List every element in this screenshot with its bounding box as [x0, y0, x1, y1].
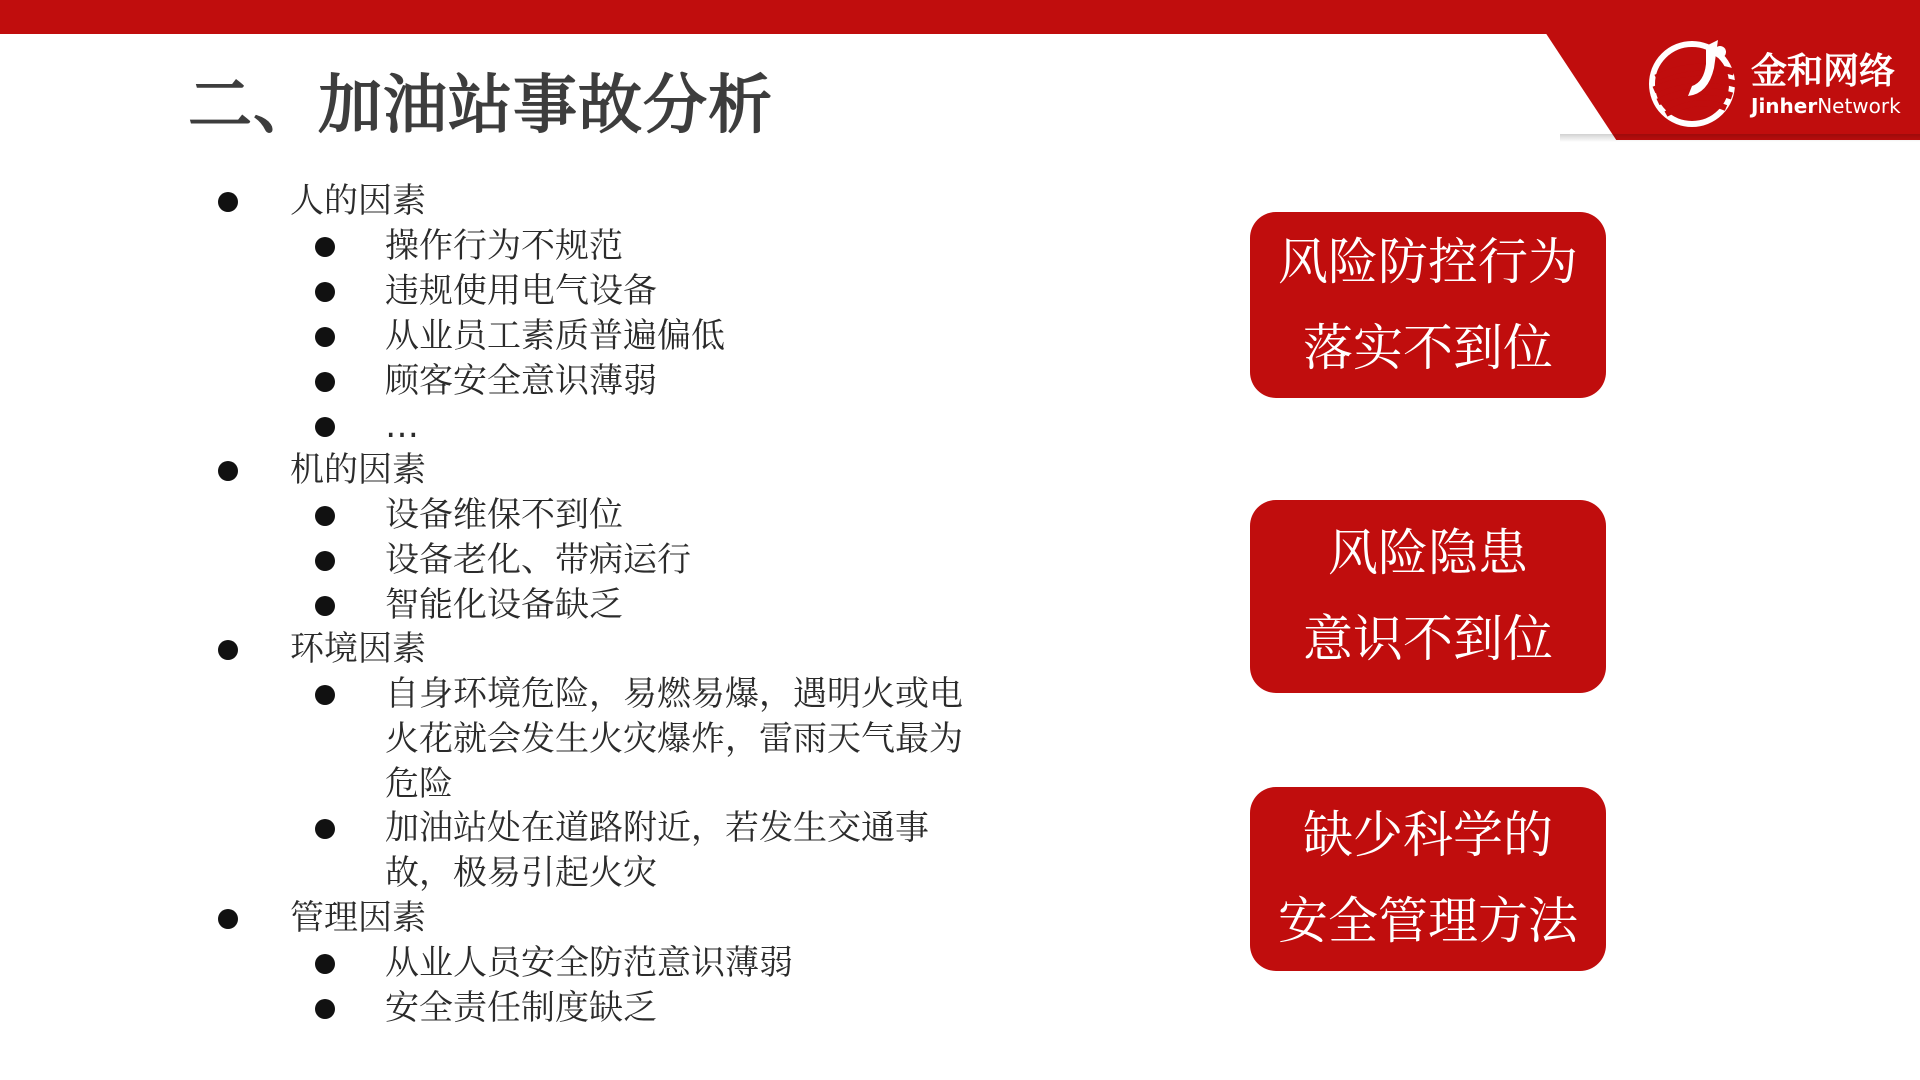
outline-subitem [385, 941, 793, 986]
outline-item-label: 管理因素 [290, 898, 426, 938]
outline-subitem [385, 404, 419, 449]
callout-box-hazard-awareness [1250, 500, 1606, 693]
logo-name-en-light: Network [1817, 94, 1901, 118]
callout-line-2: 安全管理方法 [1278, 892, 1578, 950]
bullet-icon [218, 909, 238, 929]
logo-banner-shadow [1560, 134, 1920, 142]
outline-item-human [290, 179, 426, 224]
bullet-icon [315, 506, 335, 526]
bullet-icon [218, 192, 238, 212]
outline-item-label: 人的因素 [290, 181, 426, 221]
callout-line-2: 意识不到位 [1303, 610, 1553, 668]
outline-subitem-label: 设备老化、带病运行 [385, 540, 691, 580]
bullet-icon [315, 819, 335, 839]
bullet-icon [315, 954, 335, 974]
bullet-icon [315, 282, 335, 302]
outline-subitem-label: 顾客安全意识薄弱 [385, 361, 657, 401]
bullet-icon [315, 685, 335, 705]
outline-item-environment [290, 627, 426, 672]
outline-subitem [385, 538, 691, 583]
callout-line-2: 落实不到位 [1303, 319, 1553, 377]
outline-subitem-label: 设备维保不到位 [385, 495, 623, 535]
outline-subitem-label: 自身环境危险，易燃易爆，遇明火或电火花就会发生火灾爆炸，雷雨天气最为危险 [385, 674, 963, 804]
bullet-icon [315, 372, 335, 392]
page-title: 二、加油站事故分析 [188, 69, 773, 143]
callout-box-management-method [1250, 787, 1606, 971]
outline-subitem-label: 加油站处在道路附近，若发生交通事故，极易引起火灾 [385, 808, 929, 893]
outline-subitem [385, 986, 657, 1031]
brand-logo [1648, 38, 1910, 128]
callout-line-1: 缺少科学的 [1303, 806, 1553, 864]
jinher-globe-icon [1648, 38, 1746, 128]
bullet-icon [315, 237, 335, 257]
bullet-icon [218, 640, 238, 660]
outline-subitem [385, 269, 657, 314]
outline-subitem-label: … [385, 406, 419, 446]
outline-subitem [385, 224, 623, 269]
outline-item-machine [290, 448, 426, 493]
outline-subitem [385, 314, 725, 359]
outline-subitem [385, 359, 657, 404]
logo-name-cn: 金和网络 [1751, 51, 1896, 92]
callout-box-risk-control [1250, 212, 1606, 398]
bullet-icon [315, 327, 335, 347]
outline-subitem-label: 从业人员安全防范意识薄弱 [385, 943, 793, 983]
callout-line-1: 风险防控行为 [1278, 233, 1578, 291]
bullet-icon [218, 461, 238, 481]
logo-name-en-bold: Jinher [1751, 94, 1818, 118]
bullet-icon [315, 551, 335, 571]
bullet-icon [315, 417, 335, 437]
logo-name-en [1751, 95, 1901, 117]
outline-subitem-label: 智能化设备缺乏 [385, 585, 623, 625]
outline-subitem [385, 806, 965, 896]
outline-subitem [385, 493, 623, 538]
callout-line-1: 风险隐患 [1328, 524, 1528, 582]
outline-subitem-label: 安全责任制度缺乏 [385, 988, 657, 1028]
bullet-icon [315, 999, 335, 1019]
outline-item-management [290, 896, 426, 941]
outline-item-label: 环境因素 [290, 629, 426, 669]
outline-subitem-label: 违规使用电气设备 [385, 271, 657, 311]
outline-subitem-label: 操作行为不规范 [385, 226, 623, 266]
outline-subitem [385, 583, 623, 628]
outline-item-label: 机的因素 [290, 450, 426, 490]
bullet-icon [315, 596, 335, 616]
outline-subitem [385, 672, 965, 807]
outline-subitem-label: 从业员工素质普遍偏低 [385, 316, 725, 356]
